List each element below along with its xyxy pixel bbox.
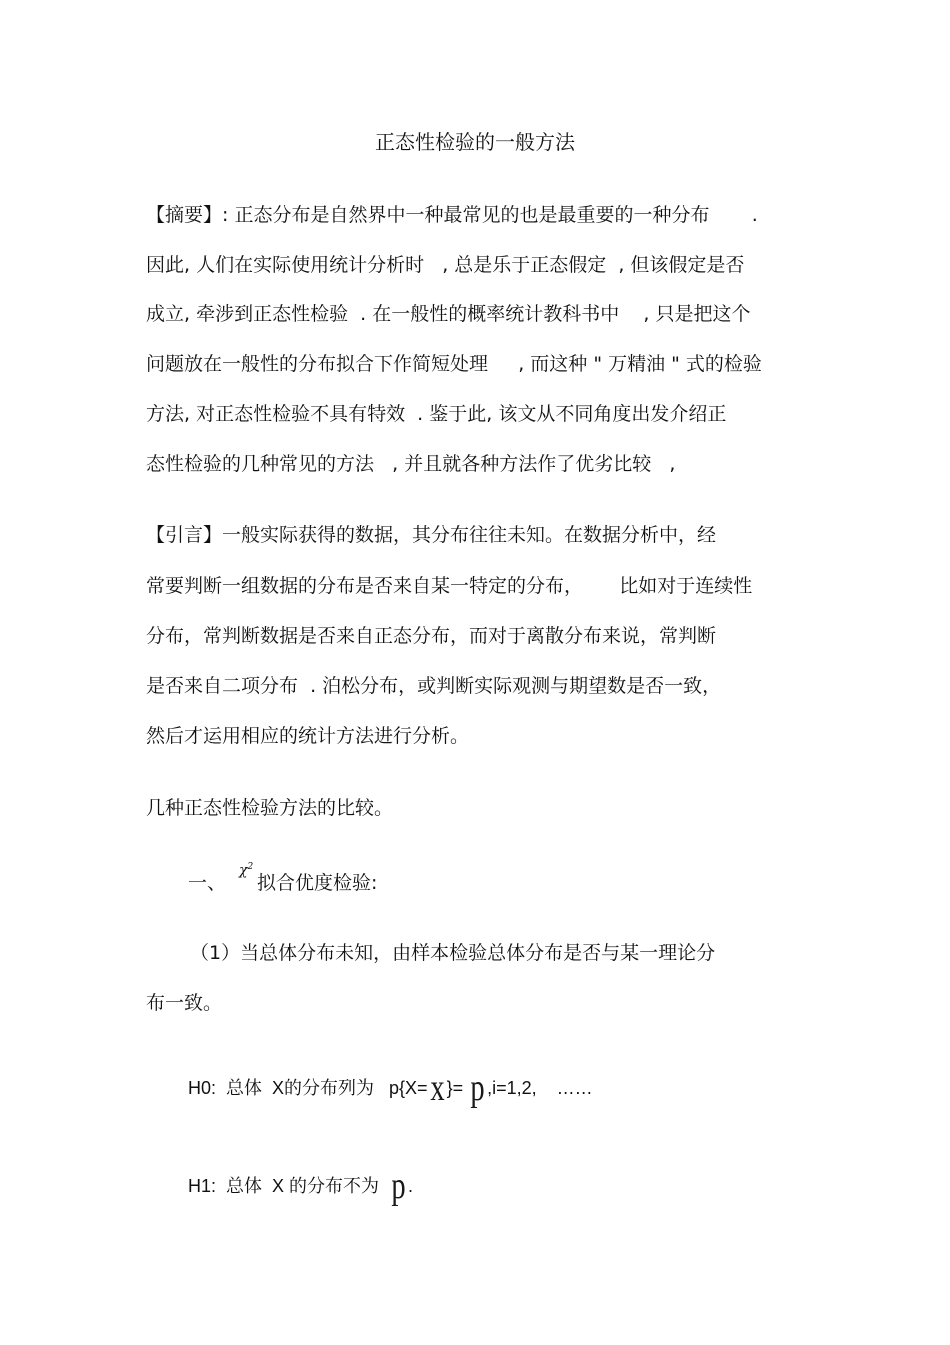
h0-statement — [188, 1067, 593, 1109]
h1-statement — [188, 1165, 414, 1207]
intro-line-2: 常要判断一组数据的分布是否来自某一特定的分布， 比如对于连续性 — [146, 575, 753, 597]
abstract-line-3: 成立, 牵涉到正态性检验 . 在一般性的概率统计教科书中 , 只是把这个 — [146, 303, 751, 325]
h0-prefix: H0: 总体 X的分布列为 p{X= — [188, 1078, 428, 1098]
chi-square-symbol: $\chi^2$ — [239, 862, 254, 879]
section-number: 一、 — [188, 872, 227, 894]
p-i-glyph: p — [470, 1067, 485, 1109]
h1-suffix: . — [408, 1176, 414, 1196]
abstract-line-6: 态性检验的几种常见的方法 , 并且就各种方法作了优劣比较 , — [146, 453, 676, 475]
intro-line-1: 【引言】一般实际获得的数据，其分布往往未知。在数据分析中，经 — [146, 524, 717, 546]
comparison-heading: 几种正态性检验方法的比较。 — [146, 797, 394, 819]
abstract-line-4: 问题放在一般性的分布拟合下作简短处理 , 而这种 " 万精油 " 式的检验 — [146, 353, 762, 375]
item1-line-1: （1）当总体分布未知，由样本检验总体分布是否与某一理论分 — [190, 942, 716, 964]
document-title: 正态性检验的一般方法 — [375, 130, 575, 154]
x-i-glyph: x — [429, 1067, 445, 1109]
h0-mid: }= — [446, 1078, 469, 1098]
intro-line-5: 然后才运用相应的统计方法进行分析。 — [146, 725, 470, 747]
intro-line-3: 分布，常判断数据是否来自正态分布，而对于离散分布来说，常判断 — [146, 625, 717, 647]
abstract-line-5: 方法, 对正态性检验不具有特效 . 鉴于此, 该文从不同角度出发介绍正 — [146, 403, 727, 425]
item1-line-2: 布一致。 — [146, 992, 223, 1014]
abstract-line-1: 【摘要】: 正态分布是自然界中一种最常见的也是最重要的一种分布 . — [146, 204, 758, 226]
intro-line-4: 是否来自二项分布 . 泊松分布，或判断实际观测与期望数是否一致， — [146, 675, 722, 697]
section-label: 拟合优度检验: — [257, 872, 378, 894]
h1-prefix: H1: 总体 X 的分布不为 — [188, 1176, 390, 1196]
h0-suffix: ,i=1,2, …… — [487, 1078, 593, 1098]
abstract-line-2: 因此, 人们在实际使用统计分析时 , 总是乐于正态假定 , 但该假定是否 — [146, 254, 745, 276]
p-i-glyph-h1: p — [391, 1165, 406, 1207]
